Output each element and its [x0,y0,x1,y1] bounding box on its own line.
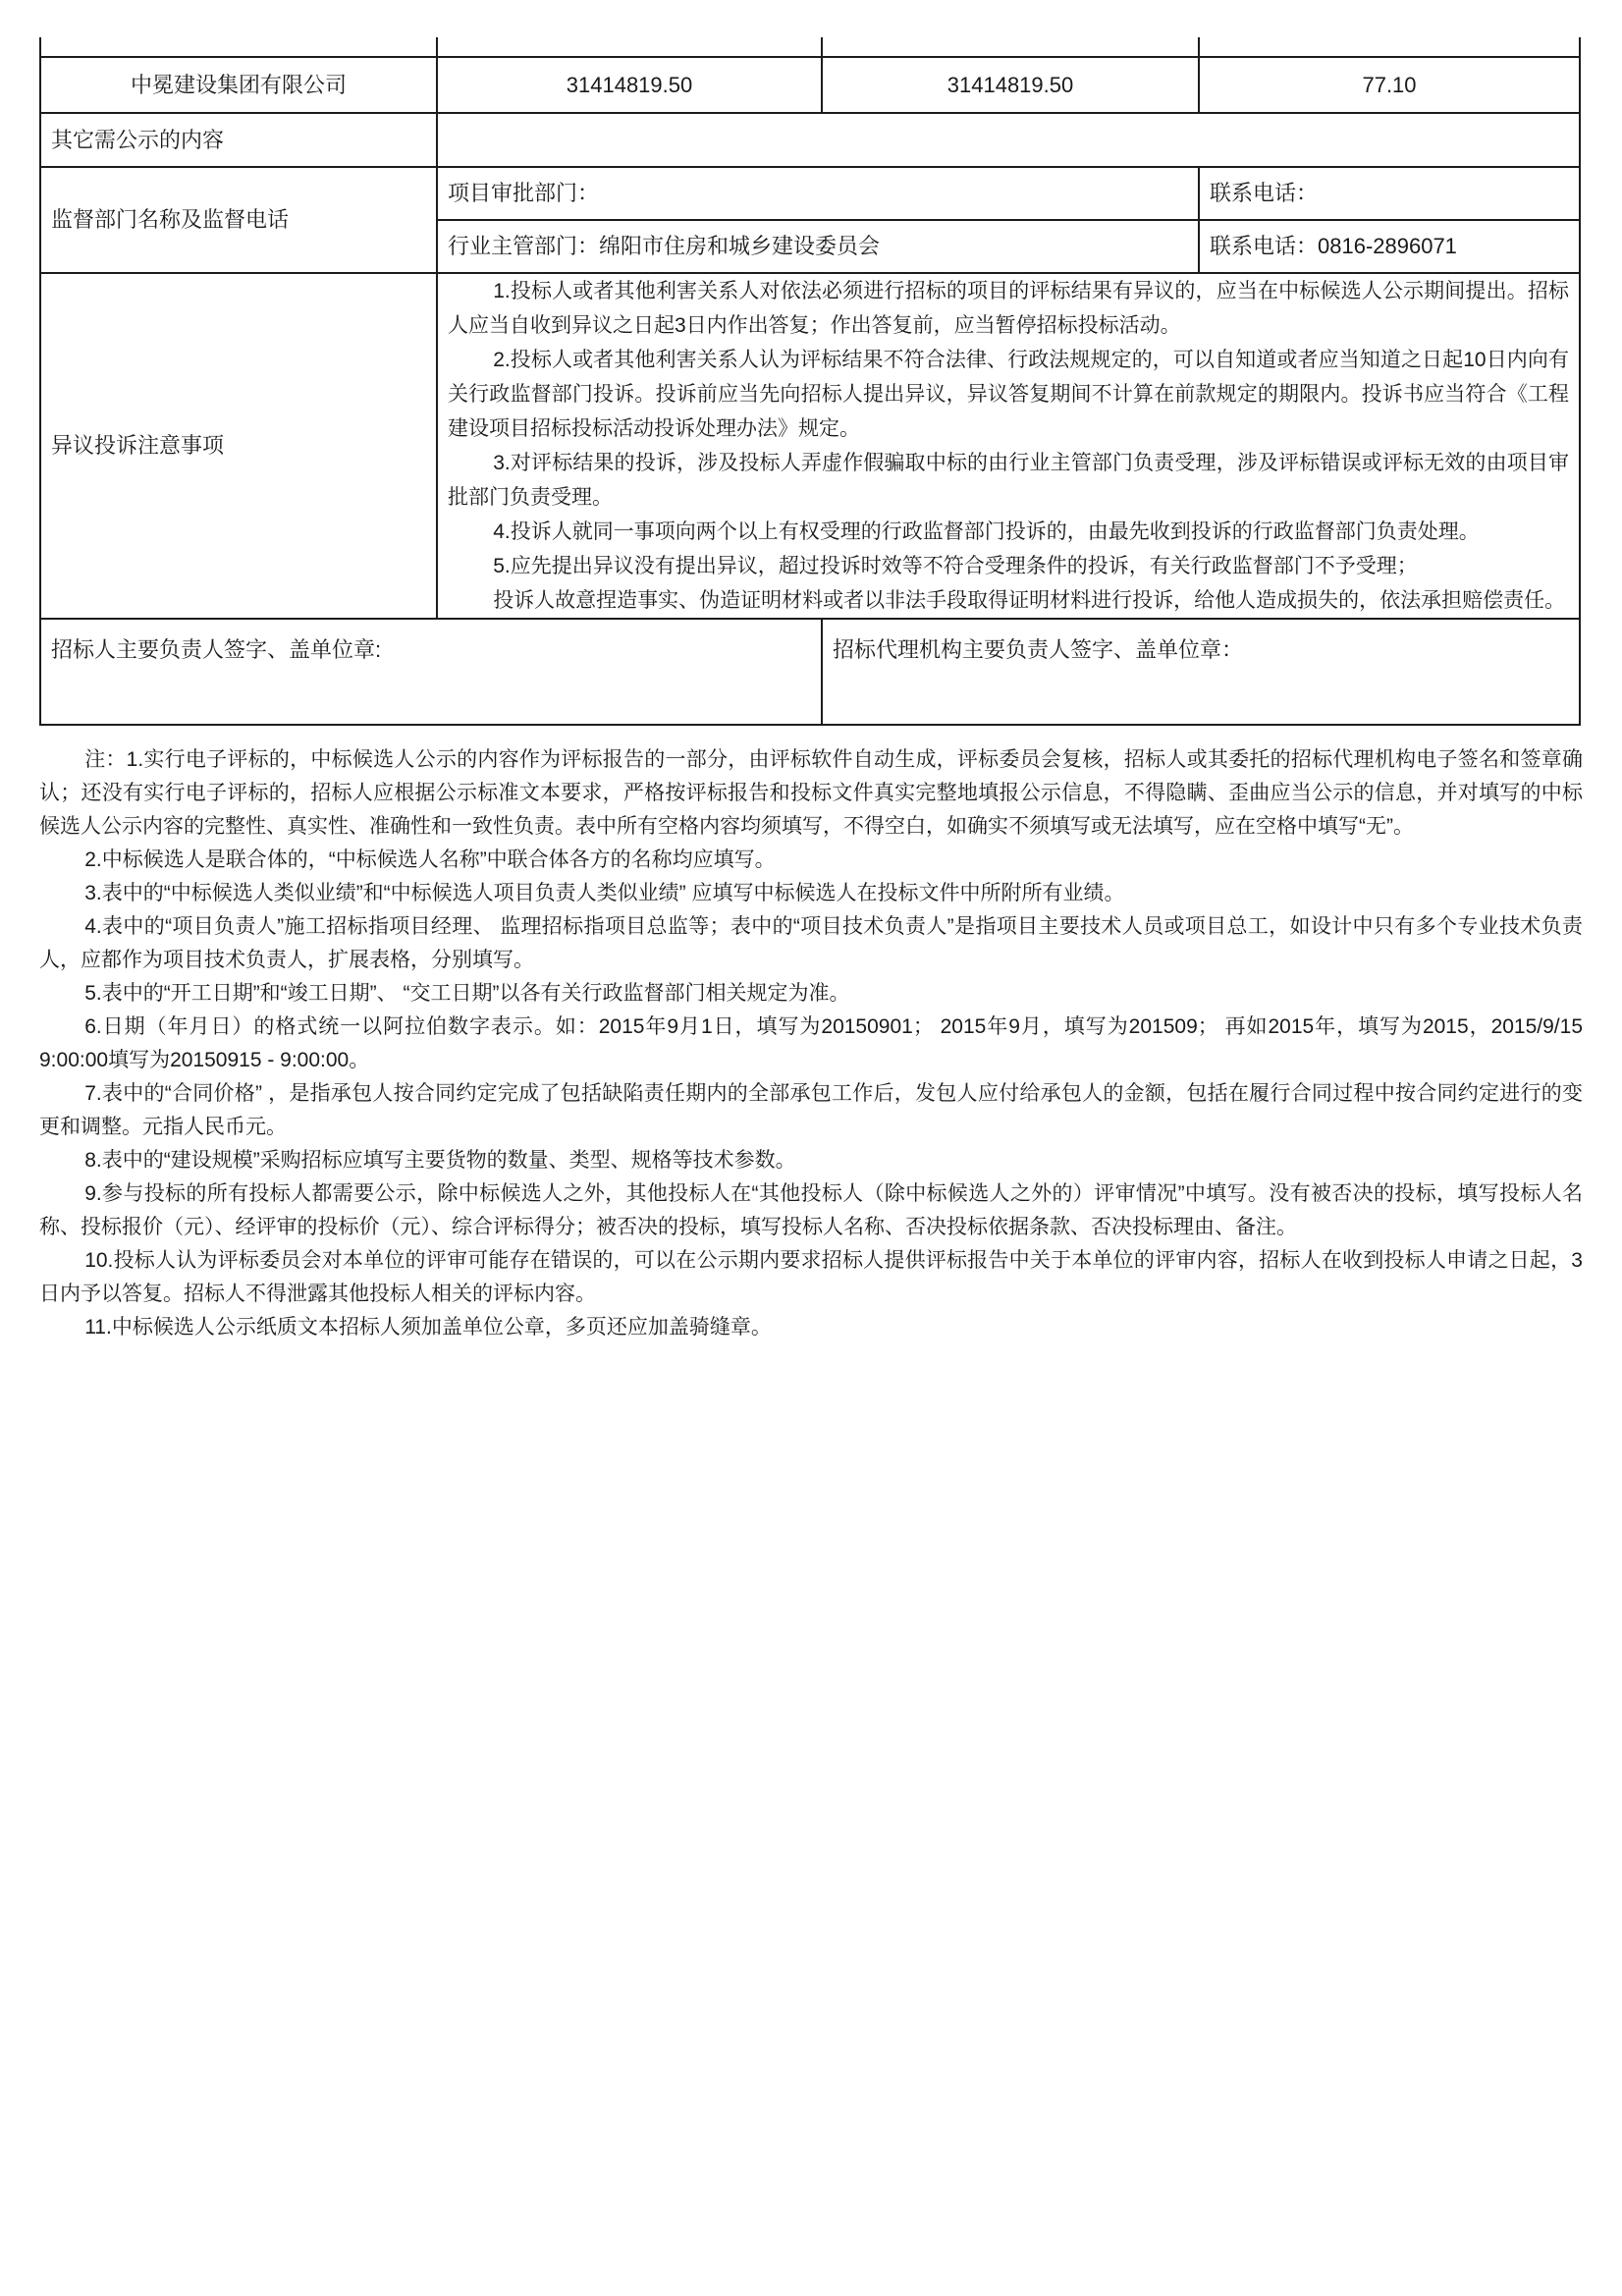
note-paragraph: 7.表中的“合同价格” ，是指承包人按合同约定完成了包括缺陷责任期内的全部承包工作后，发包人应付给承包人的金额，包括在履行合同过程中按合同约定进行的变更和调整。元指人民币元。 [39,1082,1583,1138]
candidate-name-cell: 中冕建设集团有限公司 [40,57,437,113]
candidate-evaluated-price-cell: 31414819.50 [822,57,1199,113]
note-paragraph: 8.表中的“建设规模”采购招标应填写主要货物的数量、类型、规格等技术参数。 [84,1149,796,1172]
note-paragraph: 6.日期（年月日）的格式统一以阿拉伯数字表示。如：2015年9月1日，填写为20150901； 2015年9月，填写为201509； 再如2015年，填写为2015，2015/9/15 9:00:00填写为20150915 - 9:00:00。 [39,1015,1583,1071]
table-row-signature [40,619,1580,725]
objection-paragraph: 投诉人故意捏造事实、伪造证明材料或者以非法手段取得证明材料进行投诉，给他人造成损失的，依法承担赔偿责任。 [493,589,1566,612]
table-row-candidate [40,57,1580,113]
objection-label: 异议投诉注意事项 [40,273,437,619]
partial-cell [822,37,1199,57]
note-paragraph: 4.表中的“项目负责人”施工招标指项目经理、 监理招标指项目总监等；表中的“项目技术负责人”是指项目主要技术人员或项目总工，如设计中只有多个专业技术负责人，应都作为项目技术负责人，扩展表格，分别填写。 [39,915,1583,971]
objection-paragraph: 4.投诉人就同一事项向两个以上有权受理的行政监督部门投诉的，由最先收到投诉的行政监督部门负责处理。 [493,520,1480,543]
notes-section [39,743,1583,1344]
objection-paragraph: 2.投标人或者其他利害关系人认为评标结果不符合法律、行政法规规定的，可以自知道或者应当知道之日起10日内向有关行政监督部门投诉。投诉前应当先向招标人提出异议，异议答复期间不计算在前款规定的期限内。投诉书应当符合《工程建设项目招标投标活动投诉处理办法》规定。 [448,349,1569,440]
note-paragraph: 9.参与投标的所有投标人都需要公示，除中标候选人之外，其他投标人在“其他投标人（除中标候选人之外的）评审情况”中填写。没有被否决的投标，填写投标人名称、投标报价（元）、经评审的投标价（元）、综合评标得分；被否决的投标，填写投标人名称、否决投标依据条款、否决投标理由、备注。 [39,1182,1583,1238]
table-row-supervision-1 [40,167,1580,220]
industry-department-cell: 行业主管部门：绵阳市住房和城乡建设委员会 [437,220,1199,273]
industry-phone-cell: 联系电话：0816-2896071 [1199,220,1580,273]
other-content-label: 其它需公示的内容 [40,113,437,167]
tenderer-signature-cell: 招标人主要负责人签字、盖单位章: [40,619,822,725]
partial-cell [1199,37,1580,57]
partial-cell [40,37,437,57]
objection-paragraph: 3.对评标结果的投诉，涉及投标人弄虚作假骗取中标的由行业主管部门负责受理，涉及评标错误或评标无效的由项目审批部门负责受理。 [448,452,1569,509]
other-content-value-cell [437,113,1580,167]
approval-department-cell: 项目审批部门： [437,167,1199,220]
note-paragraph: 5.表中的“开工日期”和“竣工日期”、 “交工日期”以各有关行政监督部门相关规定为准。 [84,982,850,1005]
candidate-bid-price-cell: 31414819.50 [437,57,822,113]
bid-publicity-table [39,37,1581,726]
table-row-objection [40,273,1580,619]
supervision-label: 监督部门名称及监督电话 [40,167,437,273]
objection-content-cell [437,273,1580,619]
objection-paragraph: 1.投标人或者其他利害关系人对依法必须进行招标的项目的评标结果有异议的，应当在中标候选人公示期间提出。招标人应当自收到异议之日起3日内作出答复；作出答复前，应当暂停招标投标活动。 [448,280,1569,337]
candidate-score-cell: 77.10 [1199,57,1580,113]
note-paragraph: 3.表中的“中标候选人类似业绩”和“中标候选人项目负责人类似业绩” 应填写中标候选人在投标文件中所附所有业绩。 [84,882,1125,904]
note-paragraph: 10.投标人认为评标委员会对本单位的评审可能存在错误的，可以在公示期内要求招标人提供评标报告中关于本单位的评审内容，招标人在收到投标人申请之日起，3日内予以答复。招标人不得泄露其他投标人相关的评标内容。 [39,1249,1583,1305]
note-paragraph: 11.中标候选人公示纸质文本招标人须加盖单位公章，多页还应加盖骑缝章。 [84,1316,772,1339]
table-row-other-content [40,113,1580,167]
partial-cell [437,37,822,57]
note-paragraph: 注：1.实行电子评标的，中标候选人公示的内容作为评标报告的一部分，由评标软件自动生成，评标委员会复核，招标人或其委托的招标代理机构电子签名和签章确认；还没有实行电子评标的，招标人应根据公示标准文本要求，严格按评标报告和投标文件真实完整地填报公示信息，不得隐瞒、歪曲应当公示的信息，并对填写的中标候选人公示内容的完整性、真实性、准确性和一致性负责。表中所有空格内容均须填写，不得空白，如确实不须填写或无法填写，应在空格中填写“无”。 [39,748,1583,838]
approval-phone-cell: 联系电话： [1199,167,1580,220]
objection-paragraph: 5.应先提出异议没有提出异议，超过投诉时效等不符合受理条件的投诉，有关行政监督部门不予受理； [493,555,1418,577]
note-paragraph: 2.中标候选人是联合体的，“中标候选人名称”中联合体各方的名称均应填写。 [84,848,776,871]
agency-signature-cell: 招标代理机构主要负责人签字、盖单位章： [822,619,1580,725]
table-row-partial-top [40,37,1580,57]
